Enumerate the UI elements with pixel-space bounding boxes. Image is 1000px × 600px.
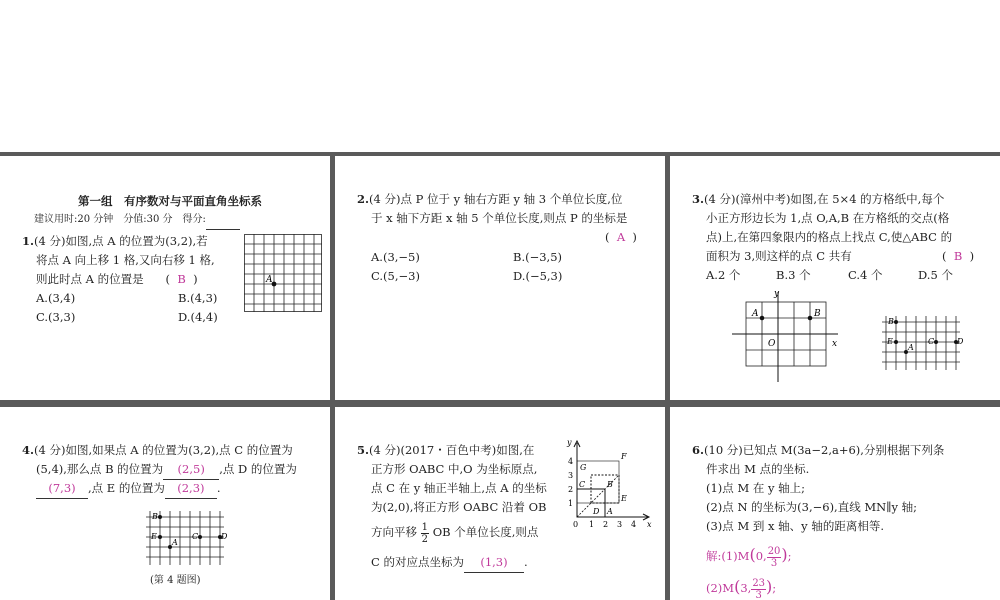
q1-option-c: C.(3,3) [36,310,76,324]
q5-label-e: E [621,494,627,503]
q3-grid2-label-e: E [887,337,893,346]
q1-grid-lines [244,234,322,312]
q3-grid2-point-b [894,320,898,324]
q5-tick-y3: 3 [568,471,574,480]
q3-number: 3. [692,192,705,206]
q6-solution-1 [706,543,792,569]
q3-answer: B [953,249,963,263]
q3-line4: 面积为 3,则这样的点 C 共有 [706,249,852,263]
q4-caption: (第 4 题图) [150,575,201,586]
q6-sol1-tail: ; [787,549,792,563]
q4-label-a: A [172,538,178,547]
q6-sol1-a: 0, [755,549,767,563]
group-title: 第一组 有序数对与平面直角坐标系 [78,194,262,208]
panel-question-3 [670,156,1000,400]
panel-question-6 [670,407,1000,600]
q5-tick-y4: 4 [568,457,574,466]
q3-figure-axes [732,288,844,392]
panel-question-5 [335,407,665,600]
panel-question-4 [0,407,330,600]
q6-sol1-lparen: ( [749,545,756,564]
q5-text-5b: OB 个单位长度,则点 [432,525,539,539]
q1-line2: 将点 A 向上移 1 格,又向右移 1 格, [36,253,215,267]
q3-line1 [692,190,944,209]
q3-grid2-label-d: D [957,337,964,346]
time-score-meta [34,210,240,230]
q5-line2: 正方形 OABC 中,O 为坐标原点, [371,462,538,476]
q2-answer: A [616,230,626,244]
q6-sol2-lparen: ( [734,577,741,596]
q3-grid2-label-c: C [928,337,935,346]
q4-line1 [22,441,293,460]
q6-sol2-fraction [751,578,766,600]
q6-sol2-numerator: 23 [752,577,766,589]
q2-number: 2. [357,192,370,206]
q3-label-y: y [774,289,780,299]
q3-label-b: B [814,309,821,319]
q3-point-a [760,316,765,321]
q3-label-a: A [752,309,759,319]
q4-label-c: C [192,532,199,541]
q6-sol1-denominator: 3 [770,557,778,569]
q4-line2 [36,460,297,480]
q4-point-e [158,535,162,539]
q5-tick-y1: 1 [568,499,574,508]
q4-text-3c: . [216,481,221,495]
q2-line2: 于 x 轴下方距 x 轴 5 个单位长度,则点 P 的坐标是 [371,211,628,225]
panel-question-1 [0,156,330,400]
q3-label-o: O [768,339,776,349]
q3-figure-grid [880,314,964,374]
q4-answer-e: (2,3) [165,479,217,499]
q6-line3: (1)点 M 在 y 轴上; [706,481,806,495]
q1-answer: B [177,272,186,286]
q4-text-1: (4 分)如图,如果点 A 的位置为(3,2),点 C 的位置为 [34,443,293,457]
q6-line1 [692,441,944,460]
q5-fraction-denominator: 2 [421,533,429,545]
q6-sol1-fraction [767,546,782,569]
q5-label-x: x [647,520,652,529]
q5-line1 [357,441,534,460]
q1-option-d: D.(4,4) [178,310,218,324]
q5-figure [563,437,655,529]
q5-fraction-numerator: 1 [421,521,429,533]
q2-option-c: C.(5,−3) [371,269,420,283]
q5-tick-x2: 2 [603,520,609,529]
q2-option-a: A.(3,−5) [371,250,420,264]
q1-option-a: A.(3,4) [36,291,76,305]
q6-sol2-prefix: (2)M [706,581,735,595]
q3-option-d: D.5 个 [918,268,953,282]
q3-answer-bracket: ( B ) [942,249,975,263]
q3-option-b: B.3 个 [776,268,811,282]
q4-point-b [158,515,162,519]
q6-sol1-numerator: 20 [767,545,781,557]
q5-label-b: B [607,480,613,489]
q6-sol1-prefix: 解:(1)M [706,549,750,563]
q1-number: 1. [22,234,35,248]
q4-grid-figure [144,509,228,569]
q1-line1 [22,232,208,251]
q6-line5: (3)点 M 到 x 轴、y 轴的距离相等. [706,519,884,533]
q1-option-b: B.(4,3) [178,291,218,305]
q6-number: 6. [692,443,705,457]
q2-answer-bracket: ( A ) [605,230,637,244]
q3-grid2-point-c [934,340,938,344]
q4-number: 4. [22,443,35,457]
q5-answer: (1,3) [464,553,524,573]
q3-line2: 小正方形边长为 1,点 O,A,B 在方格纸的交点(格 [706,211,950,225]
q5-text-6b: . [523,555,528,569]
q3-option-c: C.4 个 [848,268,883,282]
q4-line3 [36,479,221,499]
q6-text-1: (10 分)已知点 M(3a−2,a+6),分别根据下列条 [704,443,945,457]
q5-label-a: A [607,507,613,516]
q5-line6 [371,553,528,573]
q1-text-1: (4 分)如图,点 A 的位置为(3,2),若 [34,234,208,248]
q6-sol2-a: 3, [740,581,752,595]
q3-line3: 点)上,在第四象限内的格点上找点 C,使△ABC 的 [706,230,953,244]
q1-label-a: A [266,275,273,285]
q6-sol2-rparen: ) [766,577,773,596]
meta-text: 建议用时:20 分钟 分值:30 分 得分: [34,214,206,225]
q2-option-d: D.(−5,3) [513,269,563,283]
q5-tick-x1: 1 [589,520,595,529]
q4-text-2a: (5,4),那么点 B 的位置为 [36,462,164,476]
q3-point-b [808,316,813,321]
q1-grid-figure [244,234,322,312]
q6-sol2-denominator: 3 [755,589,762,600]
q6-line4: (2)点 N 的坐标为(3,−6),直线 MN∥y 轴; [706,500,918,514]
q5-fraction [421,522,429,545]
panel-question-2 [335,156,665,400]
q5-line5 [371,521,538,545]
q2-text-1: (4 分)点 P 位于 y 轴右方距 y 轴 3 个单位长度,位 [369,192,623,206]
q5-label-y: y [567,438,572,447]
q6-line2: 件求出 M 点的坐标. [706,462,810,476]
q6-solution-2 [706,575,776,600]
q5-tick-x4: 4 [631,520,637,529]
q4-text-2b: ,点 D 的位置为 [219,462,297,476]
q3-text-1: (4 分)(漳州中考)如图,在 5×4 的方格纸中,每个 [704,192,945,206]
q2-line1 [357,190,622,209]
q4-text-3b: ,点 E 的位置为 [88,481,165,495]
q3-grid2-label-b: B [888,317,894,326]
q2-option-b: B.(−3,5) [513,250,563,264]
q4-label-b: B [152,512,158,521]
q3-grid2-point-e [894,340,898,344]
q1-line3: 则此时点 A 的位置是 ( B ) [36,272,198,286]
q4-answer-b: (2,5) [163,460,219,480]
q5-line3: 点 C 在 y 轴正半轴上,点 A 的坐标 [371,481,547,495]
q6-sol1-rparen: ) [781,545,788,564]
q4-label-e: E [151,532,157,541]
q5-label-origin: 0 [573,520,579,529]
q5-label-d: D [593,507,600,516]
q5-number: 5. [357,443,370,457]
score-blank[interactable] [206,210,240,230]
q3-option-a: A.2 个 [706,268,741,282]
q1-text-3: 则此时点 A 的位置是 [36,272,144,286]
q5-label-g: G [580,463,587,472]
q5-label-f: F [621,452,627,461]
q3-label-x: x [832,339,838,349]
q4-label-d: D [221,532,228,541]
q4-point-c [198,535,202,539]
q5-tick-y2: 2 [568,485,574,494]
q3-grid2-label-a: A [908,343,914,352]
q5-text-5a: 方向平移 [371,525,417,539]
q4-answer-d: (7,3) [36,479,88,499]
q5-tick-x3: 3 [617,520,623,529]
q5-text-6a: C 的对应点坐标为 [371,555,464,569]
q5-label-c: C [579,480,586,489]
q6-sol2-tail: ; [772,581,777,595]
q5-text-1: (4 分)(2017・百色中考)如图,在 [369,443,535,457]
q5-line4: 为(2,0),将正方形 OABC 沿着 OB [371,500,547,514]
